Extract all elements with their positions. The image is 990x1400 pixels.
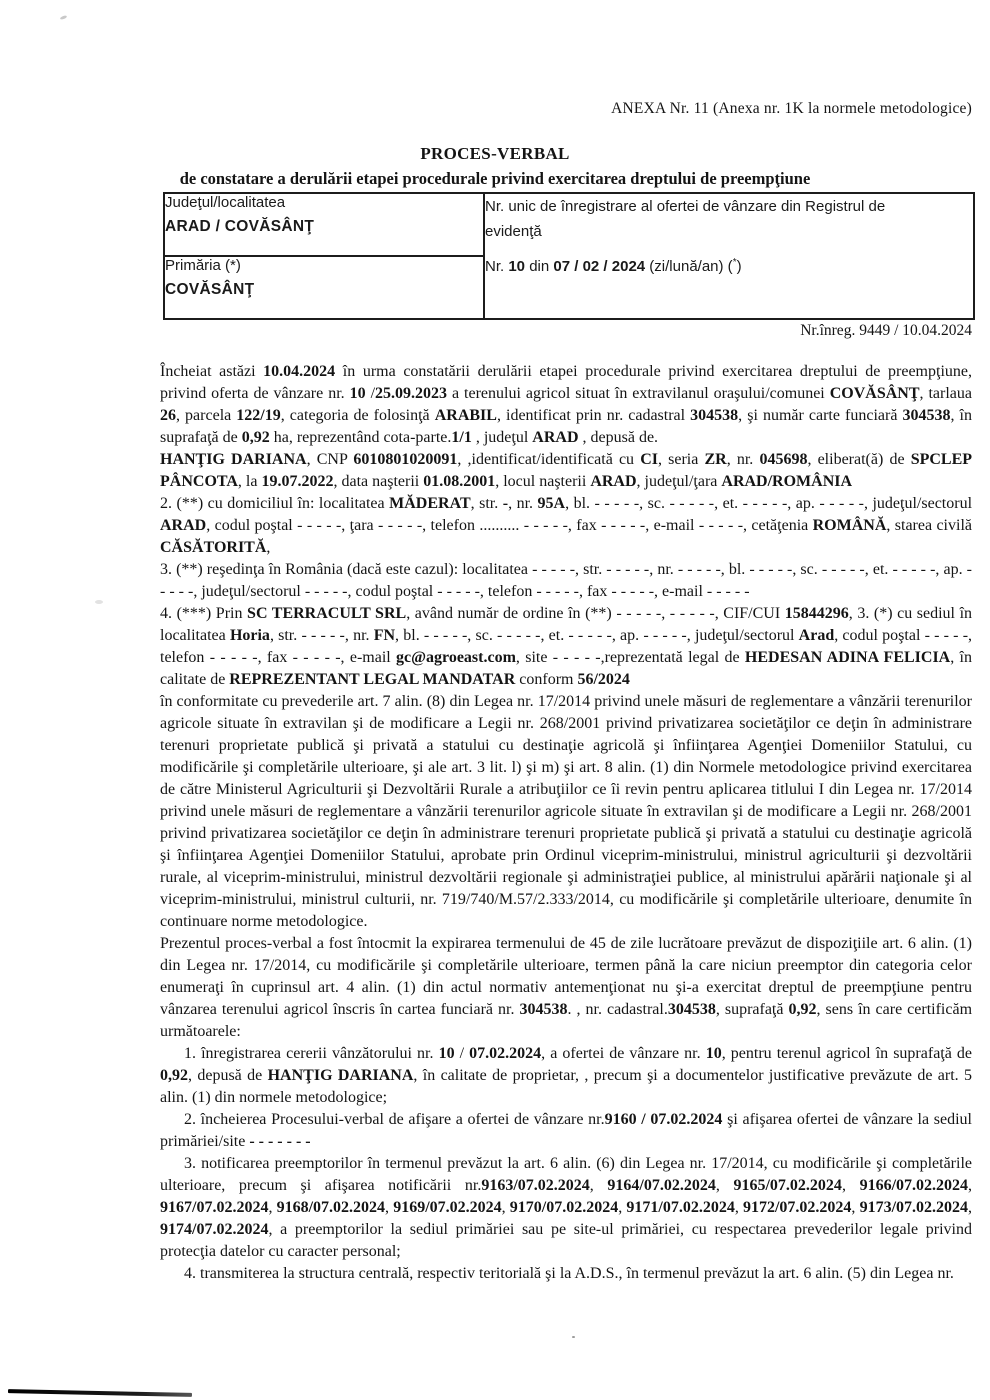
document-body (160, 361, 972, 1285)
paragraph: 2. (**) cu domiciliul în: localitatea MĂDERAT, str. -, nr. 95A, bl. - - - - -, sc. - - - - -, et. - - - - -, ap. - - - - -, judeţul/sectorul ARAD, codul poştal - - - - -, ţara - - - - -, telefon .......... - - - - -, fax - - - - -, e-mail - - - - -, cetăţenia ROMÂNĂ, starea civilă CĂSĂTORITĂ, (160, 495, 973, 556)
primaria-value: COVĂSÂNŢ (165, 281, 255, 298)
info-table (163, 192, 975, 320)
scan-speck (60, 15, 68, 20)
paragraph: HANŢIG DARIANA, CNP 6010801020091, ,identificat/identificată cu CI, seria ZR, nr. 045698, eliberat(ă) de SPCLEP PÂNCOTA, la 19.07.2022, data naşterii 01.08.2001, locul naşterii ARAD, judeţul/ţara ARAD/ROMÂNIA (160, 451, 973, 490)
cell-offer-registration (484, 193, 974, 319)
paragraph: 4. (***) Prin SC TERRACULT SRL, având număr de ordine în (**) - - - - -, - - - - -, CIF/CUI 15844296, 3. (*) cu sediul în localitatea Horia, str. - - - - -, nr. FN, bl. - - - - -, sc. - - - - -, et. - - - - -, ap. - - - - -, judeţul/sectorul Arad, codul poştal - - - - -, telefon - - - - -, fax - - - - -, e-mail gc@agroeast.com, site - - - - -,reprezentată legal de HEDESAN ADINA FELICIA, în calitate de REPREZENTANT LEGAL MANDATAR conform 56/2024 (160, 605, 973, 688)
paragraph: 3. (**) reşedinţa în România (dacă este cazul): localitatea - - - - -, str. - - - - -, nr. - - - - -, bl. - - - - -, sc. - - - - -, et. - - - - -, ap. - - - - -, judeţul/sectorul - - - - -, codul poştal - - - - -, telefon - - - - -, fax - - - - -, e-mail - - - - - (160, 561, 972, 600)
cell-county (164, 193, 484, 256)
offer-registration-label: Nr. unic de înregistrare al ofertei de vânzare din Registrul de evidenţă (485, 198, 886, 240)
scan-artifact-bar (8, 1389, 192, 1397)
registration-number: Nr.înreg. 9449 / 10.04.2024 (800, 322, 972, 339)
paragraph: 2. încheierea Procesului-verbal de afişare a ofertei de vânzare nr.9160 / 07.02.2024 şi afişarea ofertei de vânzare la sediul primăriei/site - - - - - - - (160, 1111, 972, 1150)
paragraph: 1. înregistrarea cererii vânzătorului nr. 10 / 07.02.2024, a ofertei de vânzare nr. 10, pentru terenul agricol în suprafaţă de 0,92, depusă de HANŢIG DARIANA, în calitate de proprietar, , precum şi a documentelor justificative prevăzute de art. 5 alin. (1) din normele metodologice; (160, 1045, 973, 1106)
document-subtitle: de constatare a derulării etapei procedurale privind exercitarea dreptului de preempţiune (179, 169, 811, 188)
paragraph: în conformitate cu prevederile art. 7 alin. (8) din Legea nr. 17/2014 privind unele măsuri de reglementare a vânzării terenurilor agricole situate în extravilan şi de modificare a Legii nr. 268/2001 privind privatizarea societăţilor ce deţin în administrare terenuri proprietate publică şi privată a statului cu destinaţie agricolă şi înfiinţarea Agenţiei Domeniilor Statului, cu modificările şi completările ulterioare, şi ale art. 3 lit. l) şi m) şi art. 8 alin. (1) din Normele metodologice privind exercitarea de către Ministerul Agriculturii şi Dezvoltării Rurale a atribuţiilor ce îi revin pentru aplicarea titlului I din Legea nr. 17/2014 privind unele măsuri de reglementare a vânzării terenurilor agricole situate în extravilan şi de modificare a Legii nr. 268/2001 privind privatizarea societăţilor ce deţin în administrare terenuri proprietate publică şi privată a statului cu destinaţie agricolă şi înfiinţarea Agenţiei Domeniilor Statului, aprobate prin Ordinul viceprim-ministrului, ministrul agriculturii şi dezvoltării rurale, al viceprim-ministrului, ministrul dezvoltării regionale şi administraţiei publice, al ministrului apărării naţionale şi al viceprim-ministrului, ministrul culturii, nr. 719/740/M.57/2.333/2014, cu modificările şi completările ulterioare, denumite în continuare norme metodologice. (160, 693, 972, 930)
anexa-header: ANEXA Nr. 11 (Anexa nr. 1K la normele metodologice) (611, 100, 972, 117)
paragraph: Prezentul proces-verbal a fost întocmit la expirarea termenului de 45 de zile lucrătoare prevăzut de dispoziţiile art. 6 alin. (1) din Legea nr. 17/2014, cu modificările şi completările ulterioare, termen până la care niciun preemptor din categoria celor enumeraţi în cuprinsul art. 4 alin. (1) din actul normativ antemenţionat nu şi-a exercitat dreptul de preempţiune pentru vânzarea terenului agricol înscris în cartea funciară nr. 304538. , nr. cadastral.304538, suprafaţă 0,92, sens în care certificăm următoarele: (160, 935, 973, 1040)
primaria-label: Primăria (*) (165, 257, 241, 274)
scan-speck (572, 1336, 575, 1338)
cell-primaria (164, 256, 484, 319)
county-label: Judeţul/localitatea (165, 194, 286, 211)
paragraph: Încheiat astăzi 10.04.2024 în urma constatării derulării etapei procedurale privind exercitarea dreptului de preempţiune, privind oferta de vânzare nr. 10 /25.09.2023 a terenului agricol situat în extravilanul oraşului/comunei COVĂSÂNŢ, tarlaua 26, parcela 122/19, categoria de folosinţă ARABIL, identificat prin nr. cadastral 304538, şi număr carte funciară 304538, în suprafaţă de 0,92 ha, reprezentând cota-parte.1/1 , judeţul ARAD , depusă de. (160, 363, 973, 446)
offer-number-line: Nr. 10 din 07 / 02 / 2024 (zi/lună/an) (*) (485, 257, 742, 275)
county-value: ARAD / COVĂSÂNŢ (165, 218, 315, 235)
paragraph: 3. notificarea preemptorilor în termenul prevăzut la art. 6 alin. (6) din Legea nr. 17/2014, cu modificările şi completările ulterioare, precum şi afişarea notificării nr.9163/07.02.2024, 9164/07.02.2024, 9165/07.02.2024, 9166/07.02.2024, 9167/07.02.2024, 9168/07.02.2024, 9169/07.02.2024, 9170/07.02.2024, 9171/07.02.2024, 9172/07.02.2024, 9173/07.02.2024, 9174/07.02.2024, a preemptorilor la sediul primăriei sau pe site-ul primăriei, cu respectarea prevederilor legale privind protecţia datelor cu caracter personal; (160, 1155, 973, 1260)
paragraph: 4. transmiterea la structura centrală, respectiv teritorială şi la A.D.S., în termenul prevăzut la art. 6 alin. (5) din Legea nr. (184, 1265, 954, 1282)
scan-speck (95, 600, 103, 604)
document-title: PROCES-VERBAL (420, 144, 570, 163)
